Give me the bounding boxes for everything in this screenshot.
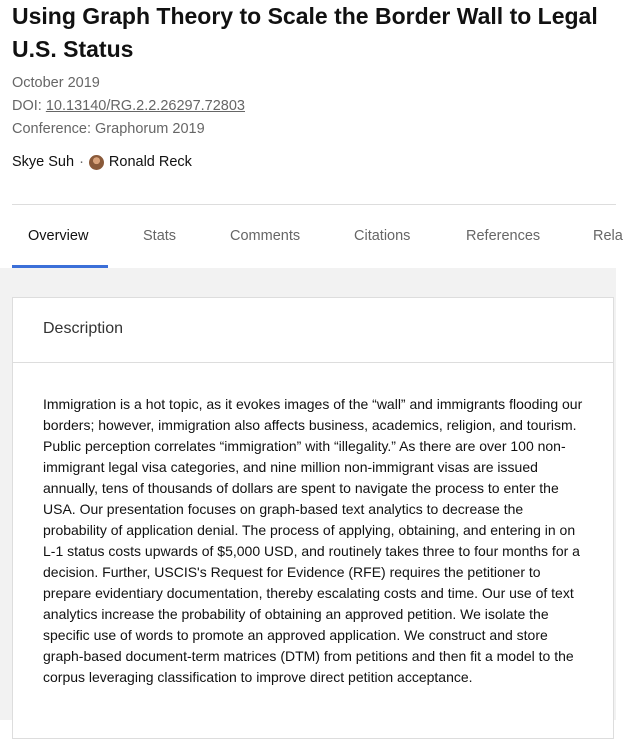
author-link[interactable]: Skye Suh	[12, 154, 75, 170]
author-link[interactable]: Ronald Reck	[108, 154, 192, 170]
tab-bar	[12, 204, 623, 269]
tab-references[interactable]: References	[466, 228, 541, 244]
tab-comments[interactable]: Comments	[230, 228, 301, 244]
description-card	[12, 297, 614, 739]
tab-related[interactable]: Rela	[593, 228, 623, 244]
doi-row	[12, 96, 245, 116]
description-text: Immigration is a hot topic, as it evokes images of the “wall” and immigrants flooding our borders; however, immigration also affects business, academics, religion, and tourism. Public perception correlates “immigration” with “illegality.” As there are over 100 non-immigrant legal visa categories, and nine million non-immigrant visas are issued annually, tens of thousands of dollars are spent to navigate the process to enter the USA. Our presentation focuses on graph-based text analytics to decrease the probability of application denial. The process of applying, obtaining, and entering in on L-1 status costs upwards of $5,000 USD, and routinely takes three to four months for a decision. Further, USCIS's Request for Evidence (RFE) requires the petitioner to prepare evidentiary documentation, thereby escalating costs and time. Our use of text analytics increase the probability of obtaining an approved petition. We isolate the specific use of words to promote an approved application. We construct and store graph-based document-term matrices (DTM) from petitions and then fit a model to the corpus leveraging classification to improve direct petition acceptance.	[43, 396, 583, 685]
tab-stats[interactable]: Stats	[143, 228, 177, 244]
conference-label: Conference:	[12, 121, 91, 137]
conference-name: Graphorum 2019	[95, 121, 205, 137]
author-separator: ·	[79, 154, 84, 170]
tab-overview[interactable]: Overview	[28, 228, 89, 244]
publication-title: Using Graph Theory to Scale the Border Wall to Legal U.S. Status	[12, 3, 598, 62]
description-heading: Description	[43, 320, 124, 337]
description-card-header	[13, 298, 613, 363]
publication-date: October 2019	[12, 75, 100, 91]
author-list	[12, 152, 192, 172]
doi-link[interactable]: 10.13140/RG.2.2.26297.72803	[45, 98, 245, 114]
conference-row	[12, 119, 205, 139]
author-avatar[interactable]	[89, 155, 104, 170]
doi-label: DOI:	[12, 98, 42, 114]
tab-citations[interactable]: Citations	[354, 228, 411, 244]
